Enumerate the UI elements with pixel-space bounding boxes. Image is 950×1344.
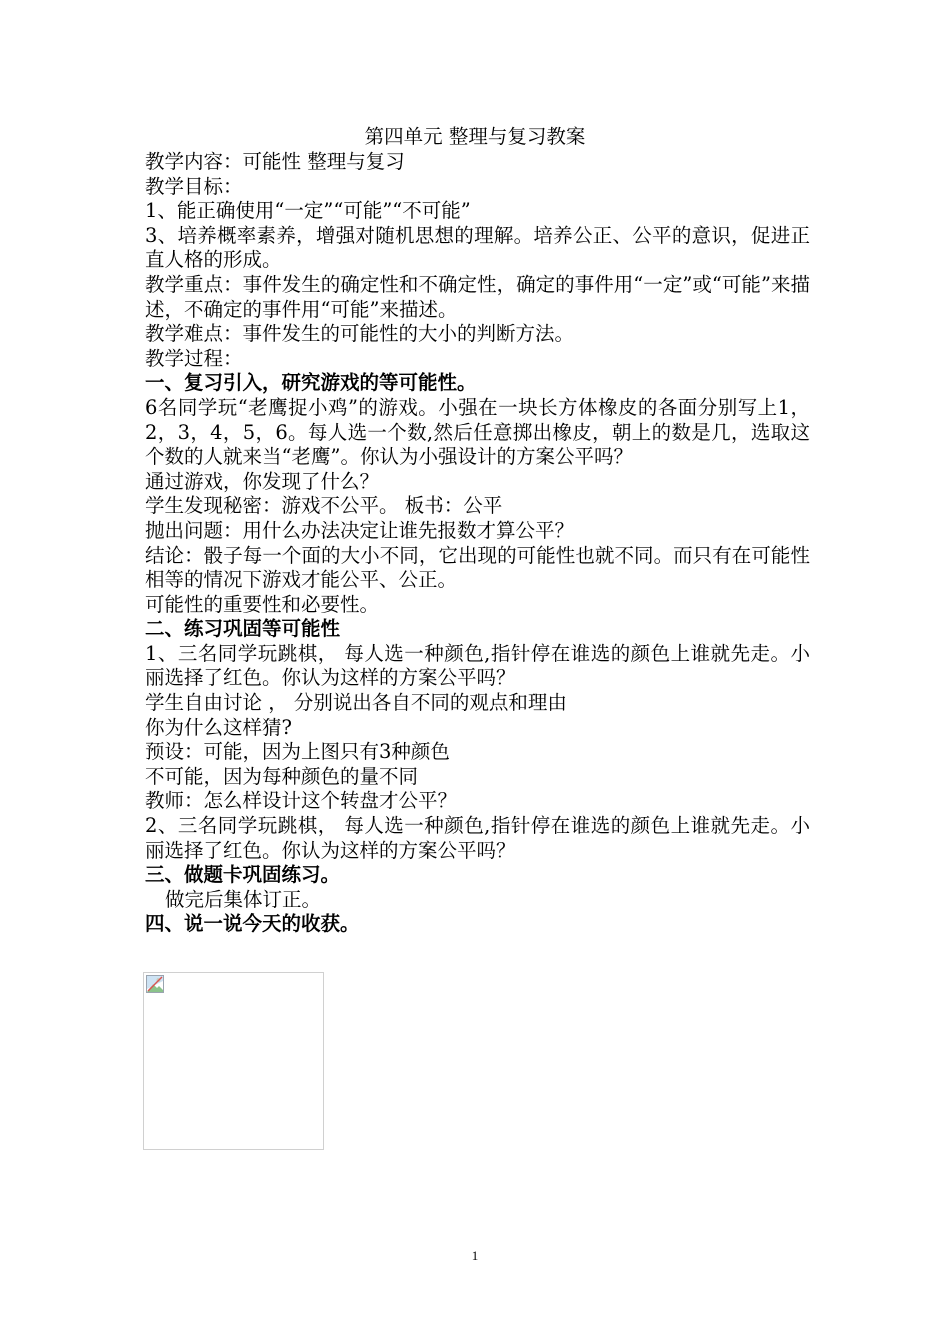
section-2-paragraph: 你为什么这样猜? (145, 715, 292, 739)
section-1-heading: 一、复习引入，研究游戏的等可能性。 (145, 371, 477, 395)
teaching-content: 教学内容：可能性 整理与复习 (145, 150, 405, 173)
section-3-paragraph: 做完后集体订正。 (165, 887, 322, 911)
section-1-paragraph: 结论：骰子每一个面的大小不同，它出现的可能性也就不同。而只有在可能性相等的情况下游戏才能公平、公正。 (145, 543, 810, 592)
section-1-paragraph: 学生发现秘密：游戏不公平。 板书：公平 (145, 494, 503, 518)
goals-heading: 教学目标： (145, 174, 243, 198)
section-2-heading: 二、练习巩固等可能性 (145, 617, 341, 641)
section-2-paragraph: 不可能，因为每种颜色的量不同 (145, 764, 419, 788)
section-2-paragraph: 教师：怎么样设计这个转盘才公平？ (145, 789, 458, 813)
image-placeholder (143, 972, 324, 1150)
page-number: 1 (471, 1248, 479, 1263)
section-2-paragraph: 预设：可能，因为上图只有3种颜色 (145, 740, 450, 764)
section-4-heading: 四、说一说今天的收获。 (145, 912, 360, 936)
key-points: 教学重点：事件发生的确定性和不确定性，确定的事件用“一定”或“可能”来描述，不确定的事件用“可能”来描述。 (145, 272, 810, 321)
section-3-heading: 三、做题卡巩固练习。 (145, 863, 341, 887)
document-title: 第四单元 整理与复习教案 (364, 125, 586, 148)
section-1-paragraph: 通过游戏，你发现了什么？ (145, 469, 380, 493)
document-body (145, 150, 810, 937)
broken-image-icon (146, 975, 164, 993)
process-heading: 教学过程： (145, 346, 243, 370)
section-1-paragraph: 可能性的重要性和必要性。 (145, 592, 380, 616)
section-2-paragraph: 2、三名同学玩跳棋， 每人选一种颜色,指针停在谁选的颜色上谁就先走。小丽选择了红色。你认为这样的方案公平吗？ (145, 814, 810, 862)
section-1-paragraph: 6名同学玩“老鹰捉小鸡”的游戏。小强在一块长方体橡皮的各面分别写上1，2，3，4，5，6。每人选一个数,然后任意掷出橡皮，朝上的数是几，选取这个数的人就来当“老鹰”。你认为小强设计的方案公平吗？ (145, 395, 810, 469)
difficulty: 教学难点：事件发生的可能性的大小的判断方法。 (145, 322, 575, 346)
section-2-paragraph: 学生自由讨论 ， 分别说出各自不同的观点和理由 (145, 691, 567, 715)
section-1-paragraph: 抛出问题：用什么办法决定让谁先报数才算公平？ (145, 518, 575, 542)
goal-1: 1、能正确使用“一定”“可能”“不可能” (145, 199, 471, 223)
goal-3: 3、培养概率素养，增强对随机思想的理解。培养公正、公平的意识，促进正直人格的形成。 (145, 223, 810, 272)
section-2-paragraph: 1、三名同学玩跳棋， 每人选一种颜色,指针停在谁选的颜色上谁就先走。小丽选择了红色。你认为这样的方案公平吗？ (145, 641, 810, 690)
